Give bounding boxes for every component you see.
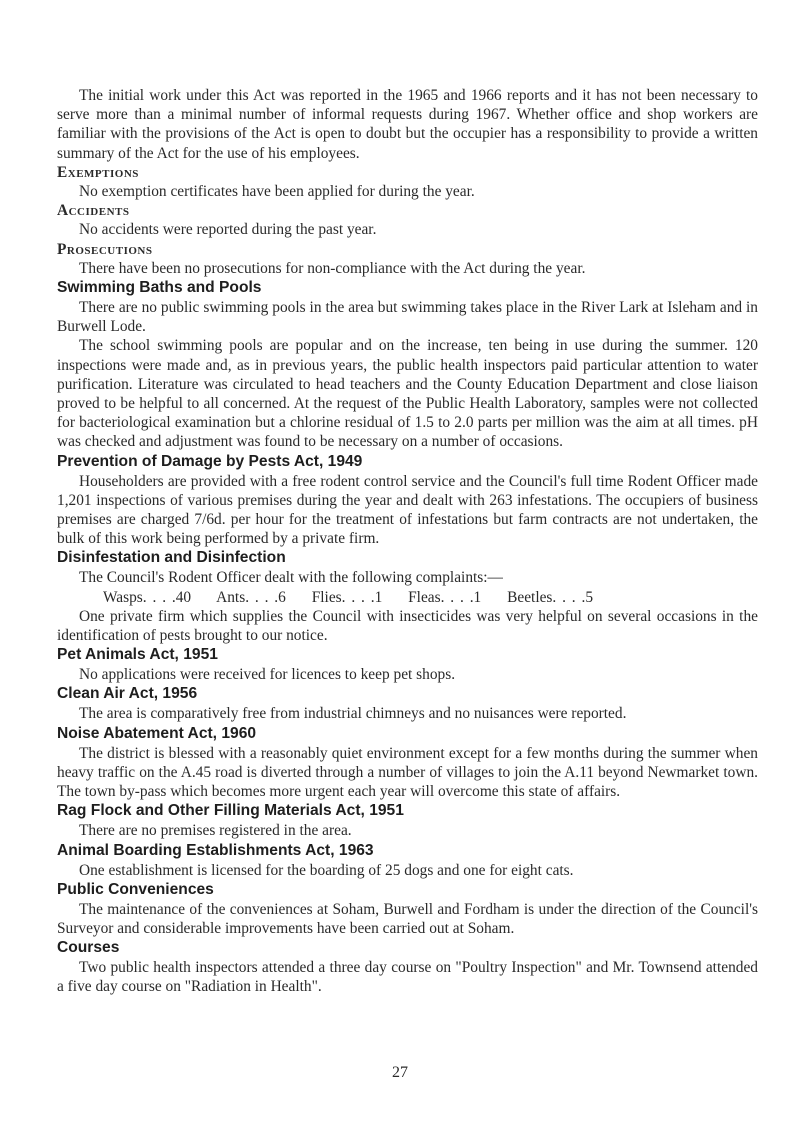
courses-text: Two public health inspectors attended a three day course on "Poultry Inspection" and Mr. Townsend attended a five day course on "Radiation in Health". [57,959,758,996]
count-beetles: Beetles. . . .5 [507,588,594,606]
swimming-text-1: There are no public swimming pools in the area but swimming takes place in the River Lark at Isleham and in Burwell Lode. [57,299,758,336]
clean-air-text: The area is comparatively free from industrial chimneys and no nuisances were reported. [79,705,627,723]
pet-animals-heading: Pet Animals Act, 1951 [57,646,218,664]
swimming-heading: Swimming Baths and Pools [57,279,262,297]
count-fleas: Fleas. . . .1 [408,588,482,606]
rag-flock-text: There are no premises registered in the area. [79,822,352,840]
accidents-text: No accidents were reported during the past year. [79,221,377,239]
disinfestation-text: One private firm which supplies the Council with insecticides was very helpful on several occasions in the identification of pests brought to our notice. [57,607,758,645]
pests-heading: Prevention of Damage by Pests Act, 1949 [57,452,363,470]
clean-air-heading: Clean Air Act, 1956 [57,685,198,703]
count-wasps: Wasps. . . .40 [103,588,192,606]
boarding-heading: Animal Boarding Establishments Act, 1963 [57,841,374,859]
prosecutions-text: There have been no prosecutions for non-compliance with the Act during the year. [79,259,586,277]
conveniences-text: The maintenance of the conveniences at Soham, Burwell and Fordham is under the direction of the Council's Surveyor and considerable improvements have been carried out at Soham. [57,900,758,937]
boarding-text: One establishment is licensed for the boarding of 25 dogs and one for eight cats. [79,861,574,879]
courses-heading: Courses [57,939,120,957]
intro-paragraph: The initial work under this Act was reported in the 1965 and 1966 reports and it has not been necessary to serve more than a minimal number of informal requests during 1967. Whether office and shop workers are familiar with the provisions of the Act is open to doubt but the occupier has a responsibility to provide a written summary of the Act for the use of his employees. [57,87,758,162]
count-flies: Flies. . . .1 [311,588,383,606]
noise-text: The district is blessed with a reasonably quiet environment except for a few months during the summer when heavy traffic on the A.45 road is diverted through a number of villages to join the A.11 beyond Newmarket town. The town by-pass which becomes more urgent each year will overcome this state of affairs. [57,744,758,801]
rag-flock-heading: Rag Flock and Other Filling Materials Act, 1951 [57,802,404,820]
pet-animals-text: No applications were received for licences to keep pet shops. [79,666,456,684]
exemptions-heading: Exemptions [57,163,139,181]
swimming-text-2: The school swimming pools are popular and on the increase, ten being in use during the summer. 120 inspections were made and, as in previous years, the public health inspectors paid particular attention to water purification. Literature was circulated to head teachers and the County Education Department and close liaison proved to be helpful to all concerned. At the request of the Public Health Laboratory, samples were not collected for bacteriological examination but a chlorine residual of 1.5 to 2.0 parts per million was the aim at all times. pH was checked and adjustment was found to be necessary on a number of occasions. [57,337,758,451]
count-ants: Ants. . . .6 [216,588,286,606]
accidents-heading: Accidents [57,202,130,220]
disinfestation-intro: The Council's Rodent Officer dealt with the following complaints:— [79,569,503,587]
noise-heading: Noise Abatement Act, 1960 [57,724,257,742]
page-number: 27 [392,1064,408,1081]
conveniences-heading: Public Conveniences [57,880,214,898]
exemptions-text: No exemption certificates have been applied for during the year. [79,183,475,201]
prosecutions-heading: Prosecutions [57,240,153,258]
disinfestation-heading: Disinfestation and Disinfection [57,549,286,567]
pests-text: Householders are provided with a free rodent control service and the Council's full time Rodent Officer made 1,201 inspections of various premises during the year and dealt with 263 infestations. The occupiers of business premises are charged 7/6d. per hour for the treatment of infestations but farm contracts are not undertaken, the bulk of this work being performed by a private firm. [57,472,758,548]
complaint-counts [57,588,758,607]
